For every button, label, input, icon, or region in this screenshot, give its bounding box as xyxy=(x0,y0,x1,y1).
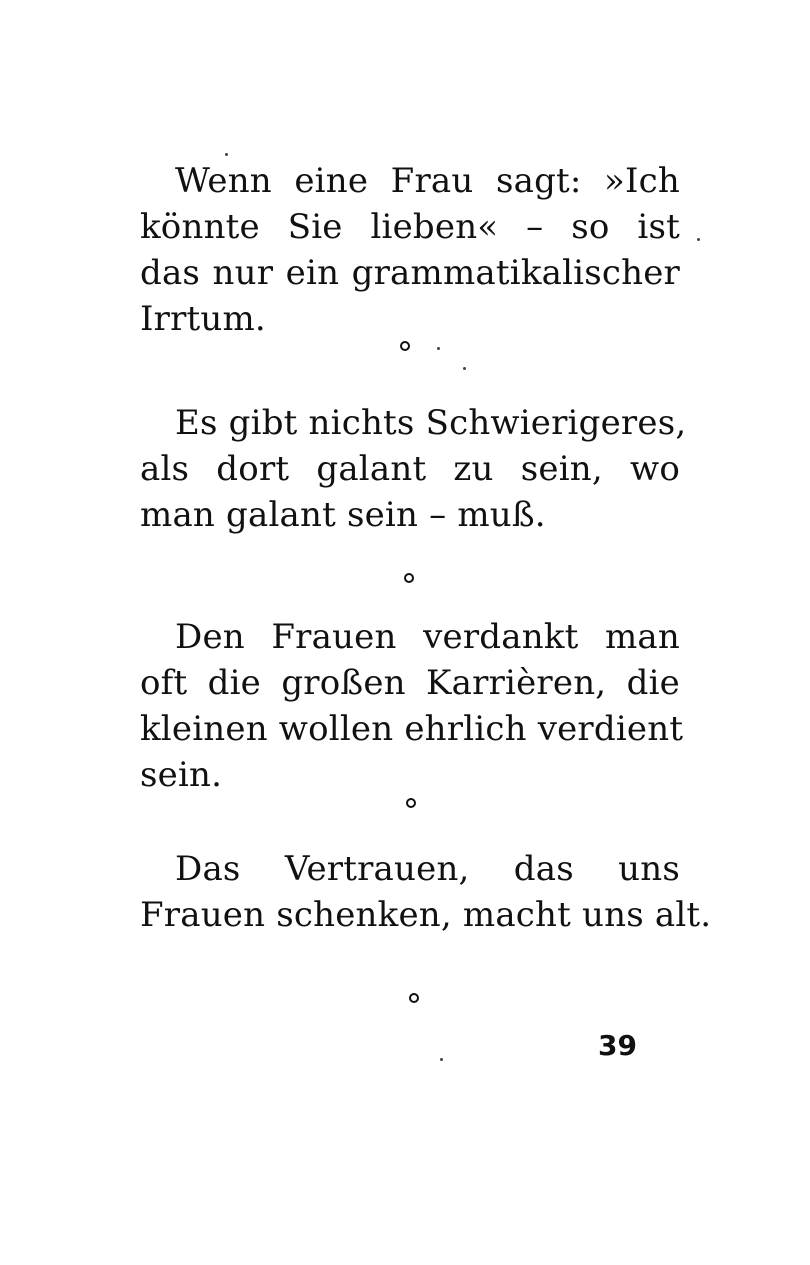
paragraph-1-line-4: Irrtum. xyxy=(140,299,266,339)
paragraph-3-line-1: Den Frauen verdankt man xyxy=(175,617,680,657)
paragraph-2-line-3: man galant sein – muß. xyxy=(140,495,546,535)
paragraph-3-line-2: oft die großen Karrièren, die xyxy=(140,663,680,703)
section-separator xyxy=(409,993,419,1003)
paragraph-1-line-1: Wenn eine Frau sagt: »Ich xyxy=(175,161,680,201)
section-separator xyxy=(400,341,410,351)
scan-speck xyxy=(463,367,466,370)
scan-speck xyxy=(225,153,228,156)
section-separator xyxy=(406,798,416,808)
paragraph-1-line-2: könnte Sie lieben« – so ist xyxy=(140,207,680,247)
paragraph-3-line-3: kleinen wollen ehrlich verdient xyxy=(140,709,684,749)
scan-speck xyxy=(437,347,440,350)
paragraph-4-line-2: Frauen schenken, macht uns alt. xyxy=(140,895,712,935)
paragraph-2-line-2: als dort galant zu sein, wo xyxy=(140,449,680,489)
page-number: 39 xyxy=(598,1029,637,1062)
paragraph-2-line-1: Es gibt nichts Schwierigeres, xyxy=(175,403,687,443)
section-separator xyxy=(404,573,414,583)
paragraph-4-line-1: Das Vertrauen, das uns xyxy=(175,849,680,889)
scan-speck xyxy=(440,1058,443,1061)
paragraph-3-line-4: sein. xyxy=(140,755,223,795)
scan-speck xyxy=(697,238,700,241)
paragraph-1-line-3: das nur ein grammatikalischer xyxy=(140,253,680,293)
